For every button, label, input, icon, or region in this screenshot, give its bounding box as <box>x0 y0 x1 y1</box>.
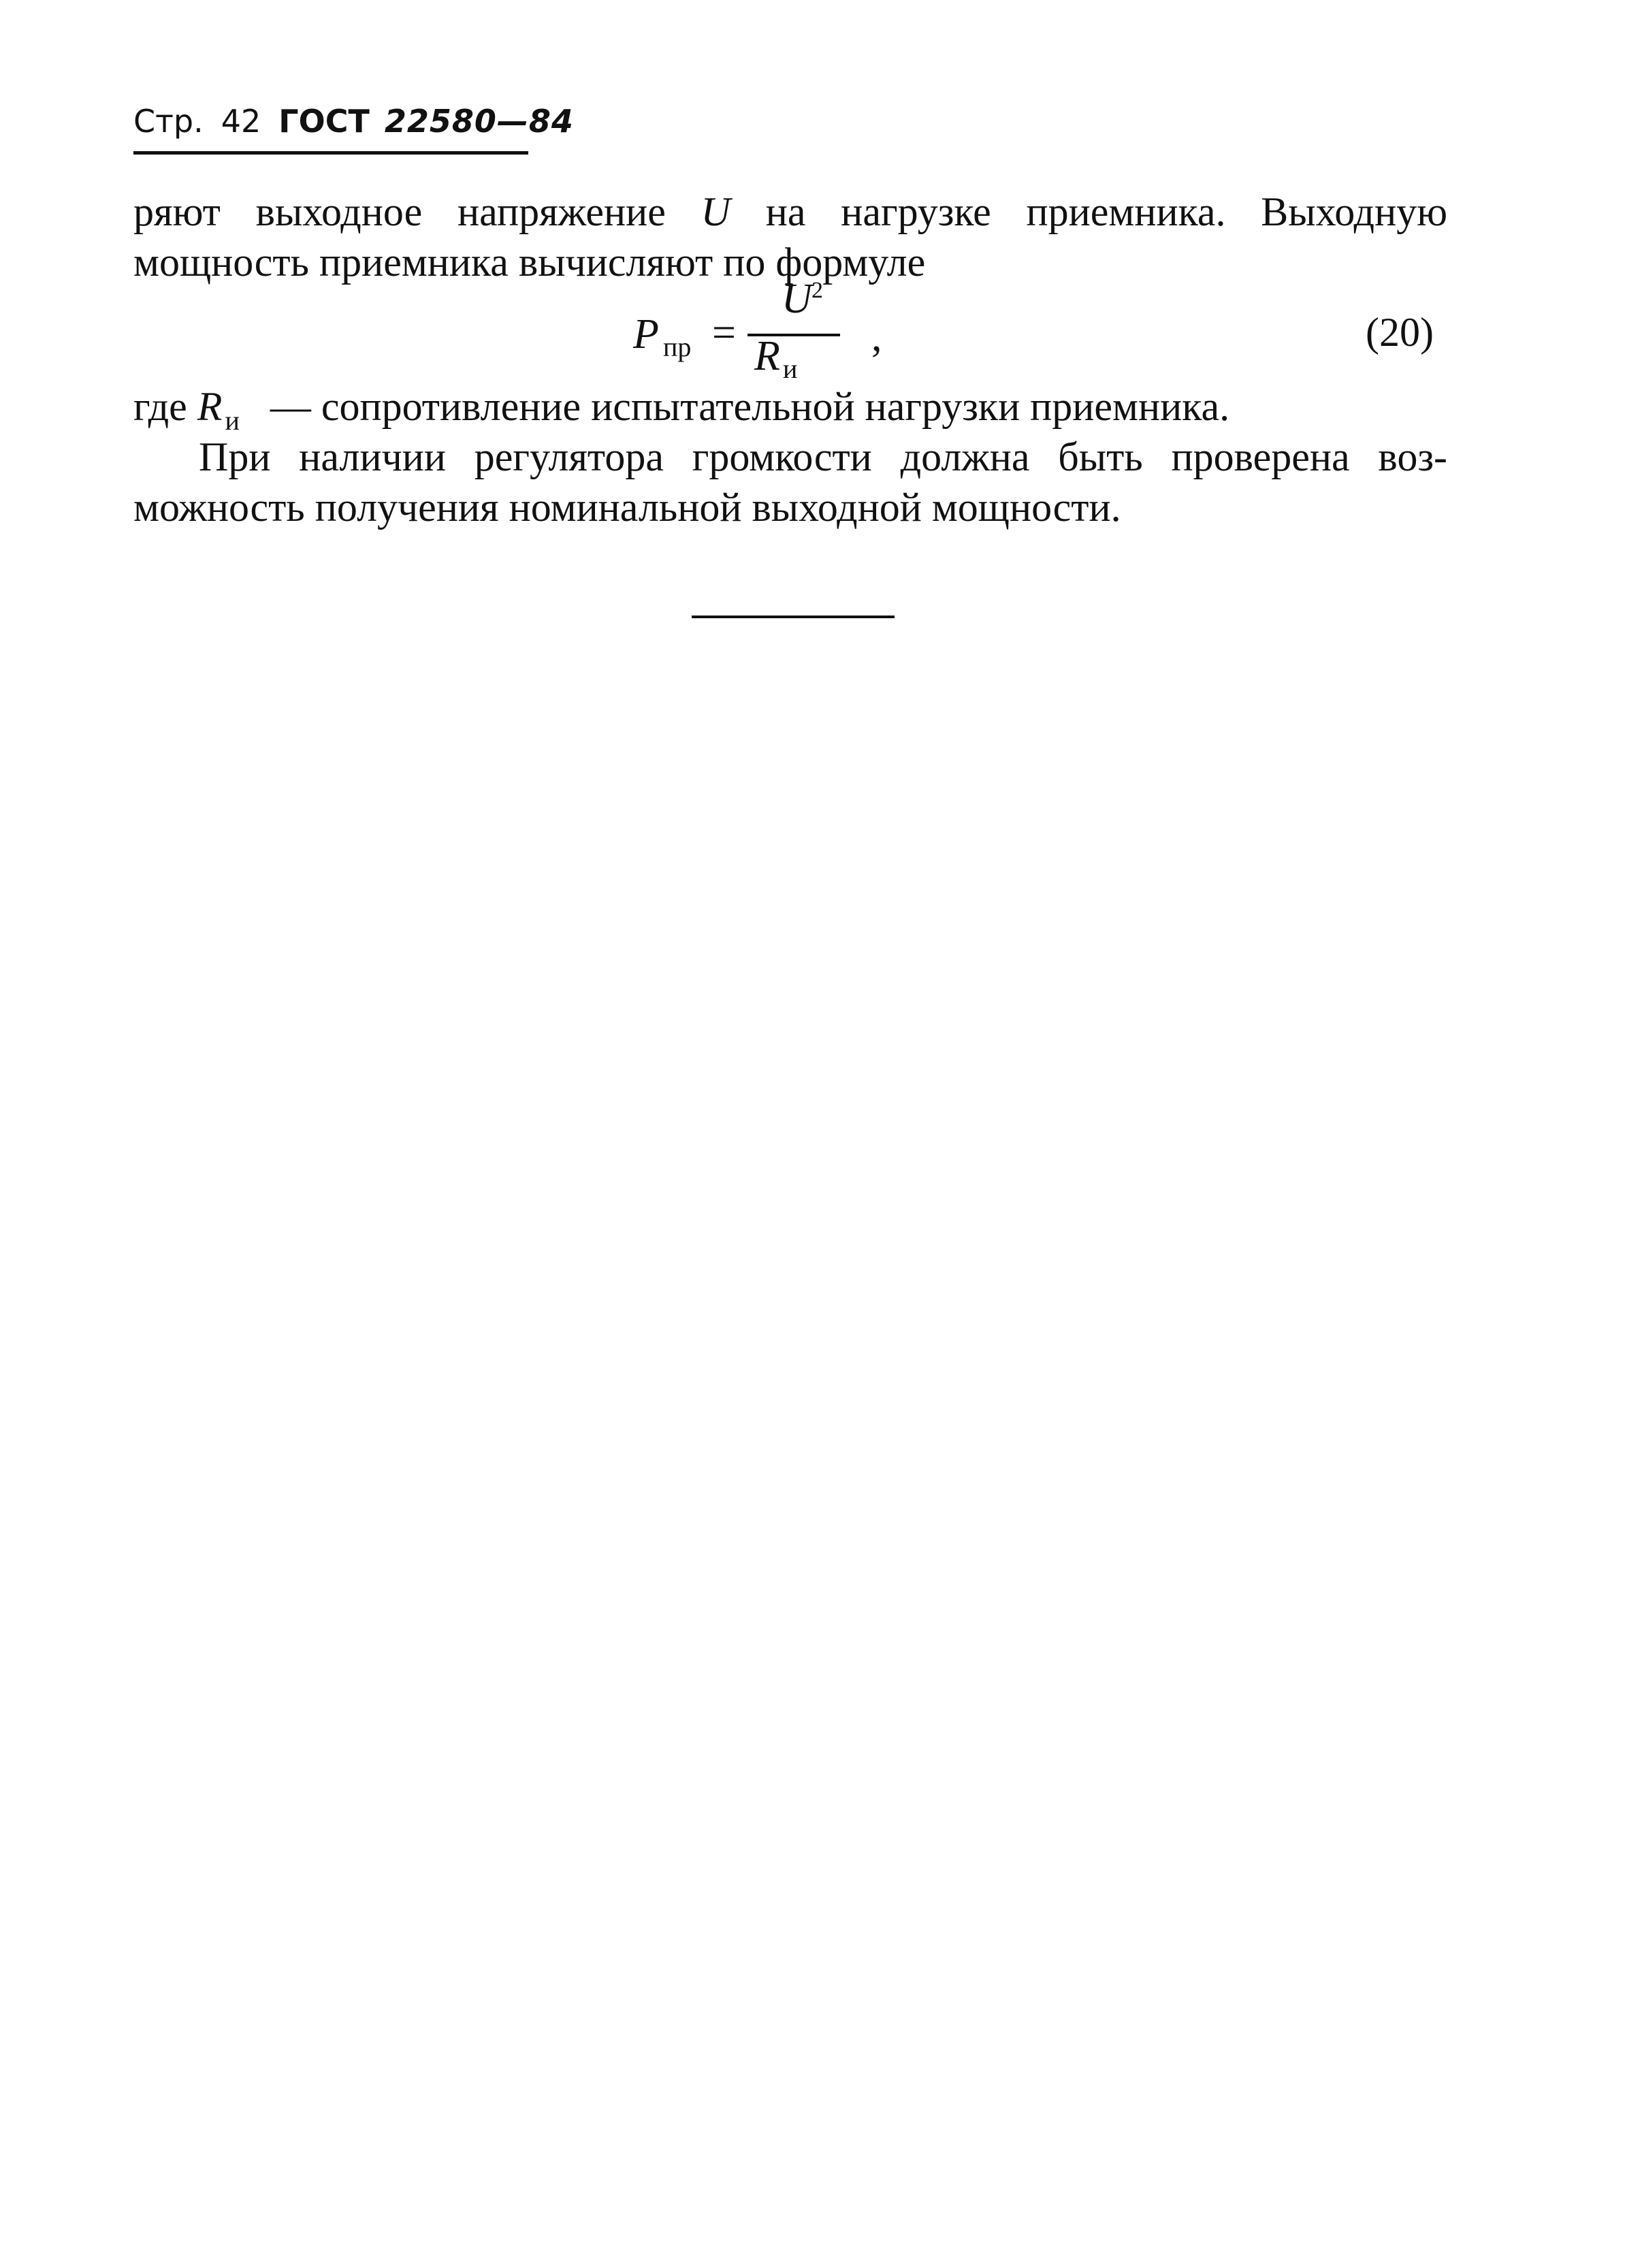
formula-numerator-exponent: 2 <box>811 278 823 303</box>
formula-numerator: U <box>782 276 812 322</box>
text-fragment: на нагрузке приемника. Выходную <box>765 189 1448 234</box>
formula-comma: , <box>871 314 882 360</box>
formula-20 <box>633 276 882 384</box>
page-number: 42 <box>221 103 261 140</box>
where-word: где <box>133 384 187 429</box>
formula-lhs: P <box>633 311 659 357</box>
header-rule <box>133 151 528 155</box>
paragraph-1 <box>133 187 1447 287</box>
page-label: Стр. <box>133 103 204 140</box>
text-fragment: ряют выходное напряжение <box>133 189 666 234</box>
formula-denominator-subscript: и <box>783 353 798 384</box>
formula-equals: = <box>712 310 736 356</box>
paragraph-2-line-1: При наличии регулятора громкости должна быть проверена воз- <box>199 434 1447 479</box>
voltage-variable: U <box>701 189 730 234</box>
formula-lhs-subscript: пр <box>663 332 692 362</box>
where-line <box>133 381 1447 436</box>
paragraph-1-line-1 <box>133 187 1447 237</box>
where-text: — сопротивление испытательной нагрузки приемника. <box>270 384 1230 429</box>
equation-number: (20) <box>1366 310 1434 355</box>
formula-denominator: R <box>754 333 780 379</box>
end-rule <box>692 616 895 618</box>
standard-number: 22580—84 <box>384 103 574 140</box>
standard-label: ГОСТ <box>278 103 370 140</box>
resistance-subscript: и <box>225 405 240 436</box>
paragraph-2-line-2: можность получения номинальной выходной мощности. <box>133 485 1121 530</box>
paragraph-1-line-2: мощность приемника вычисляют по формуле <box>133 240 926 285</box>
page-header <box>133 102 574 140</box>
resistance-variable: R <box>197 384 223 429</box>
paragraph-2 <box>133 432 1447 532</box>
where-clause <box>133 381 1447 436</box>
